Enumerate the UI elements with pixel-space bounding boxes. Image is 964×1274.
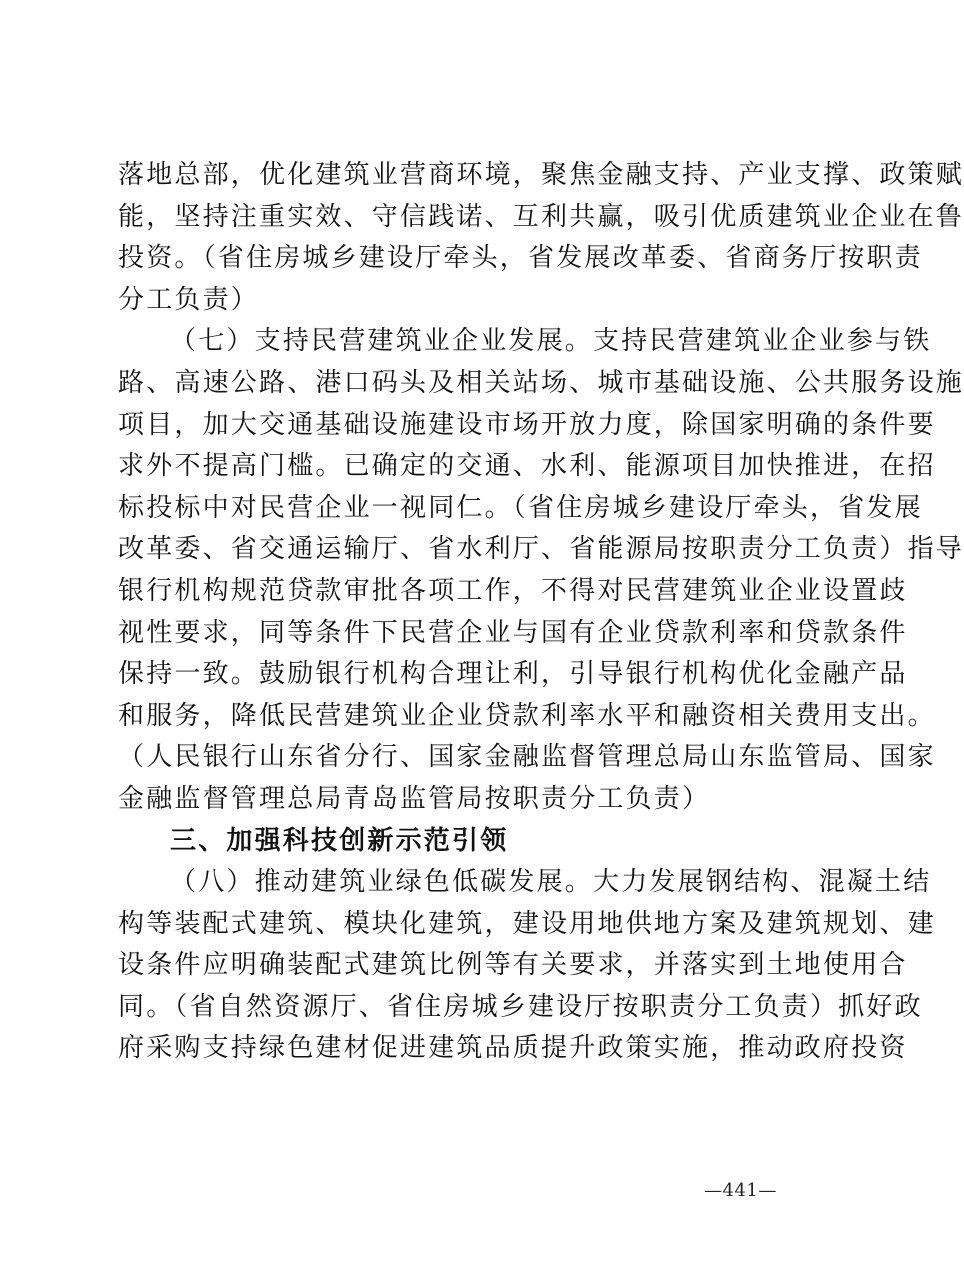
text-line: 和服务，降低民营建筑业企业贷款利率水平和融资相关费用支出。 bbox=[118, 700, 936, 731]
text-line: 项目，加大交通基础设施建设市场开放力度，除国家明确的条件要 bbox=[118, 409, 936, 440]
text-line: 标投标中对民营企业一视同仁。（省住房城乡建设厅牵头，省发展 bbox=[118, 492, 923, 523]
text-line: 设条件应明确装配式建筑比例等有关要求，并落实到土地使用合 bbox=[118, 950, 908, 981]
section-7-lead: （七）支持民营建筑业企业发展。支持民营建筑业企业参与铁 bbox=[170, 326, 932, 357]
text-line: 银行机构规范贷款审批各项工作，不得对民营建筑业企业设置歧 bbox=[118, 575, 908, 606]
text-line: 分工负责） bbox=[118, 284, 260, 315]
section-8-lead: （八）推动建筑业绿色低碳发展。大力发展钢结构、混凝土结 bbox=[170, 867, 932, 898]
text-line: 同。（省自然资源厅、省住房城乡建设厅按职责分工负责）抓好政 bbox=[118, 991, 923, 1022]
text-line: 视性要求，同等条件下民营企业与国有企业贷款利率和贷款条件 bbox=[118, 617, 908, 648]
text-line: 构等装配式建筑、模块化建筑，建设用地供地方案及建筑规划、建 bbox=[118, 908, 936, 939]
section-heading: 三、加强科技创新示范引领 bbox=[170, 825, 509, 856]
text-line: 能，坚持注重实效、守信践诺、互利共赢，吸引优质建筑业企业在鲁 bbox=[118, 201, 964, 232]
text-line: 投资。（省住房城乡建设厅牵头，省发展改革委、省商务厅按职责 bbox=[118, 243, 923, 274]
text-line: 府采购支持绿色建材促进建筑品质提升政策实施，推动政府投资 bbox=[118, 1033, 908, 1064]
text-line: 改革委、省交通运输厅、省水利厅、省能源局按职责分工负责）指导 bbox=[118, 534, 964, 565]
text-line: （人民银行山东省分行、国家金融监督管理总局山东监管局、国家 bbox=[118, 742, 936, 773]
text-line: 保持一致。鼓励银行机构合理让利，引导银行机构优化金融产品 bbox=[118, 659, 908, 690]
text-line: 路、高速公路、港口码头及相关站场、城市基础设施、公共服务设施 bbox=[118, 367, 964, 398]
body-text bbox=[118, 155, 964, 1070]
text-line: 金融监督管理总局青岛监管局按职责分工负责） bbox=[118, 783, 711, 814]
page-number: —441— bbox=[704, 1180, 777, 1201]
text-line: 落地总部，优化建筑业营商环境，聚焦金融支持、产业支撑、政策赋 bbox=[118, 160, 964, 190]
text-line: 求外不提高门槛。已确定的交通、水利、能源项目加快推进，在招 bbox=[118, 451, 936, 482]
